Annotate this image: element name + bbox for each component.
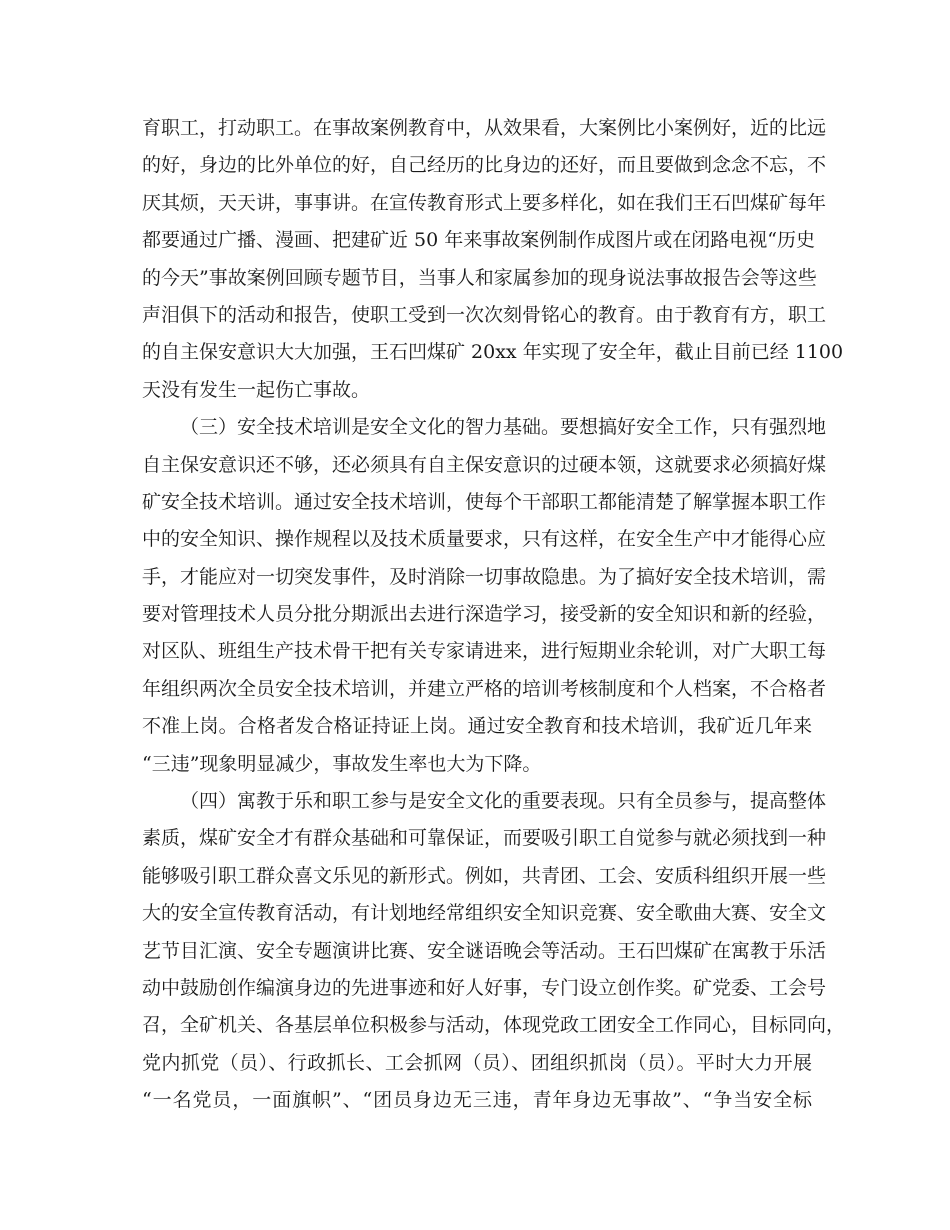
text-line: 能够吸引职工群众喜文乐见的新形式。例如，共青团、工会、安质科组织开展一些 [142,864,827,887]
text-line: 的自主保安意识大大加强，王石凹煤矿 20xx 年实现了安全年，截止目前已经 1100 [142,341,844,364]
text-line: 的今天”事故案例回顾专题节目，当事人和家属参加的现身说法事故报告会等这些 [142,266,817,289]
text-line: “一名党员，一面旗帜”、“团员身边无三违，青年身边无事故”、“争当安全标 [142,1089,812,1112]
text-line: 素质，煤矿安全才有群众基础和可靠保证，而要吸引职工自觉参与就必须找到一种 [142,827,827,850]
text-line: 天没有发生一起伤亡事故。 [142,378,371,401]
text-line: 手，才能应对一切突发事件，及时消除一切事故隐患。为了搞好安全技术培训，需 [142,565,827,588]
document-body [142,110,846,1120]
text-line: 声泪俱下的活动和报告，使职工受到一次次刻骨铭心的教育。由于教育有方，职工 [142,303,827,326]
text-line: 不准上岗。合格者发合格证持证上岗。通过安全教育和技术培训，我矿近几年来 [142,715,812,738]
text-line: 中的安全知识、操作规程以及技术质量要求，只有这样，在安全生产中才能得心应 [142,528,827,551]
text-line: 的好，身边的比外单位的好，自己经历的比身边的还好，而且要做到念念不忘，不 [142,154,827,177]
text-line: 艺节目汇演、安全专题演讲比赛、安全谜语晚会等活动。王石凹煤矿在寓教于乐活 [142,939,827,962]
text-line: 育职工，打动职工。在事故案例教育中，从效果看，大案例比小案例好，近的比远 [142,117,827,139]
text-line: 动中鼓励创作编演身边的先进事迹和好人好事，专门设立创作奖。矿党委、工会号 [142,976,827,999]
text-line: 厌其烦，天天讲，事事讲。在宣传教育形式上要多样化，如在我们王石凹煤矿每年 [142,191,827,214]
paragraph-heading-line: （四）寓教于乐和职工参与是安全文化的重要表现。只有全员参与，提高整体 [180,790,827,813]
text-line: 召，全矿机关、各基层单位积极参与活动，体现党政工团安全工作同心，目标同向， [142,1014,846,1037]
text-line: 大的安全宣传教育活动，有计划地经常组织安全知识竞赛、安全歌曲大赛、安全文 [142,902,827,925]
text-line: 都要通过广播、漫画、把建矿近 50 年来事故案例制作成图片或在闭路电视“历史 [142,229,815,252]
text-line: 对区队、班组生产技术骨干把有关专家请进来，进行短期业余轮训，对广大职工每 [142,640,827,663]
paragraph-accident-education [142,110,844,409]
text-line: 要对管理技术人员分批分期派出去进行深造学习，接受新的安全知识和新的经验， [142,603,827,626]
text-line: “三违”现象明显减少，事故发生率也大为下降。 [142,752,542,775]
text-line: 矿安全技术培训。通过安全技术培训，使每个干部职工都能清楚了解掌握本职工作 [142,490,827,513]
text-line: 自主保安意识还不够，还必须具有自主保安意识的过硬本领，这就要求必须搞好煤 [142,453,827,476]
text-line: 党内抓党（员）、行政抓长、工会抓网（员）、团组织抓岗（员）。平时大力开展 [142,1051,812,1074]
paragraph-employee-participation [142,783,846,1120]
text-line: 年组织两次全员安全技术培训，并建立严格的培训考核制度和个人档案，不合格者 [142,677,827,700]
paragraph-heading-line: （三）安全技术培训是安全文化的智力基础。要想搞好安全工作，只有强烈地 [180,416,827,439]
paragraph-technical-training [142,409,827,783]
